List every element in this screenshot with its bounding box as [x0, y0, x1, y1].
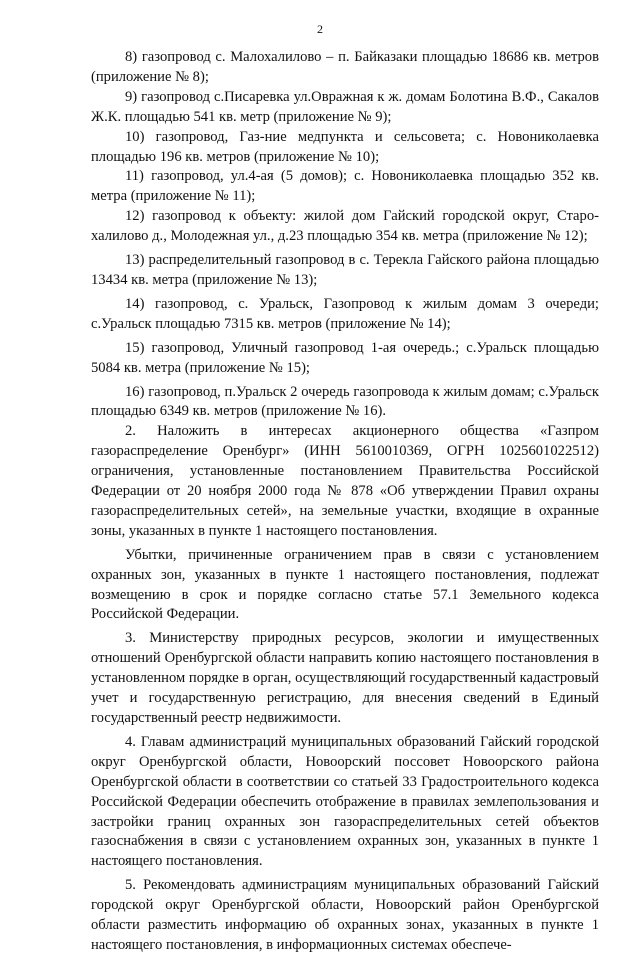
- list-item-11: 11) газопровод, ул.4-ая (5 домов); с. Новониколаевка площадью 352 кв. метра (приложение № 11);: [91, 168, 599, 205]
- paragraph-5: 5. Рекомендовать администрациям муниципальных образований Гайский городской округ Оренбургской области, Новоорский район Оренбургской области разместить информацию об охранных зонах, указанных в пункте 1 настоящего постановления, в информационных системах обеспече-: [91, 877, 599, 953]
- paragraph-2: 2. Наложить в интересах акционерного общества «Газпром газораспределение Оренбург» (ИНН 5610010369, ОГРН 1025601022512) ограничения, установленные постановлением Правительства Российской Федерации от 20 ноября 2000 года № 878 «Об утверждении Правил охраны газораспределительных сетей», на земельные участки, входящие в охранные зоны, указанных в пункте 1 настоящего постановления.: [91, 423, 599, 539]
- paragraph-4: 4. Главам администраций муниципальных образований Гайский городской округ Оренбургской области, Новоорский поссовет Новоорского района Оренбургской области в соответствии со статьей 33 Градостроительного кодекса Российской Федерации обеспечить отображение в правилах землепользования и застройки границ охранных зон газораспределительных сетей объектов газоснабжения в связи с установлением охранных зон, указанных в пункте 1 настоящего постановления.: [91, 733, 599, 870]
- list-item-13: 13) распределительный газопровод в с. Терекла Гайского района площадью 13434 кв. метра (приложение № 13);: [91, 252, 599, 288]
- list-item-12: 12) газопровод к объекту: жилой дом Гайский городской округ, Старо-халилово д., Молодежная ул., д.23 площадью 354 кв. метра (приложение № 12);: [91, 208, 599, 245]
- page-number: 2: [317, 22, 323, 36]
- paragraph-losses: Убытки, причиненные ограничением прав в связи с установлением охранных зон, указанных в пункте 1 настоящего постановления, подлежат возмещению в срок и порядке согласно статье 57.1 Земельного кодекса Российской Федерации.: [91, 546, 599, 623]
- list-item-16: 16) газопровод, п.Уральск 2 очередь газопровода к жилым домам; с.Уральск площадью 6349 кв. метров (приложение № 16).: [91, 383, 599, 420]
- list-item-14: 14) газопровод, с. Уральск, Газопровод к жилым домам 3 очереди; с.Уральск площадью 7315 кв. метров (приложение № 14);: [91, 295, 599, 332]
- paragraph-3: 3. Министерству природных ресурсов, экологии и имущественных отношений Оренбургской области направить копию настоящего постановления в установленном порядке в орган, осуществляющий государственный кадастровый учет и государственную регистрацию, для внесения сведений в Единый государственный реестр недвижимости.: [91, 630, 599, 726]
- list-item-10: 10) газопровод, Газ-ние медпункта и сельсовета; с. Новониколаевка площадью 196 кв. метров (приложение № 10);: [91, 128, 599, 165]
- list-item-9: 9) газопровод с.Писаревка ул.Овражная к ж. домам Болотина В.Ф., Сакалов Ж.К. площадью 541 кв. метр (приложение № 9);: [91, 88, 599, 125]
- document-body: [91, 48, 599, 956]
- list-item-15: 15) газопровод, Уличный газопровод 1-ая очередь.; с.Уральск площадью 5084 кв. метра (приложение № 15);: [91, 339, 599, 376]
- list-item-8: 8) газопровод с. Малохалилово – п. Байказаки площадью 18686 кв. метров (приложение № 8);: [91, 49, 599, 85]
